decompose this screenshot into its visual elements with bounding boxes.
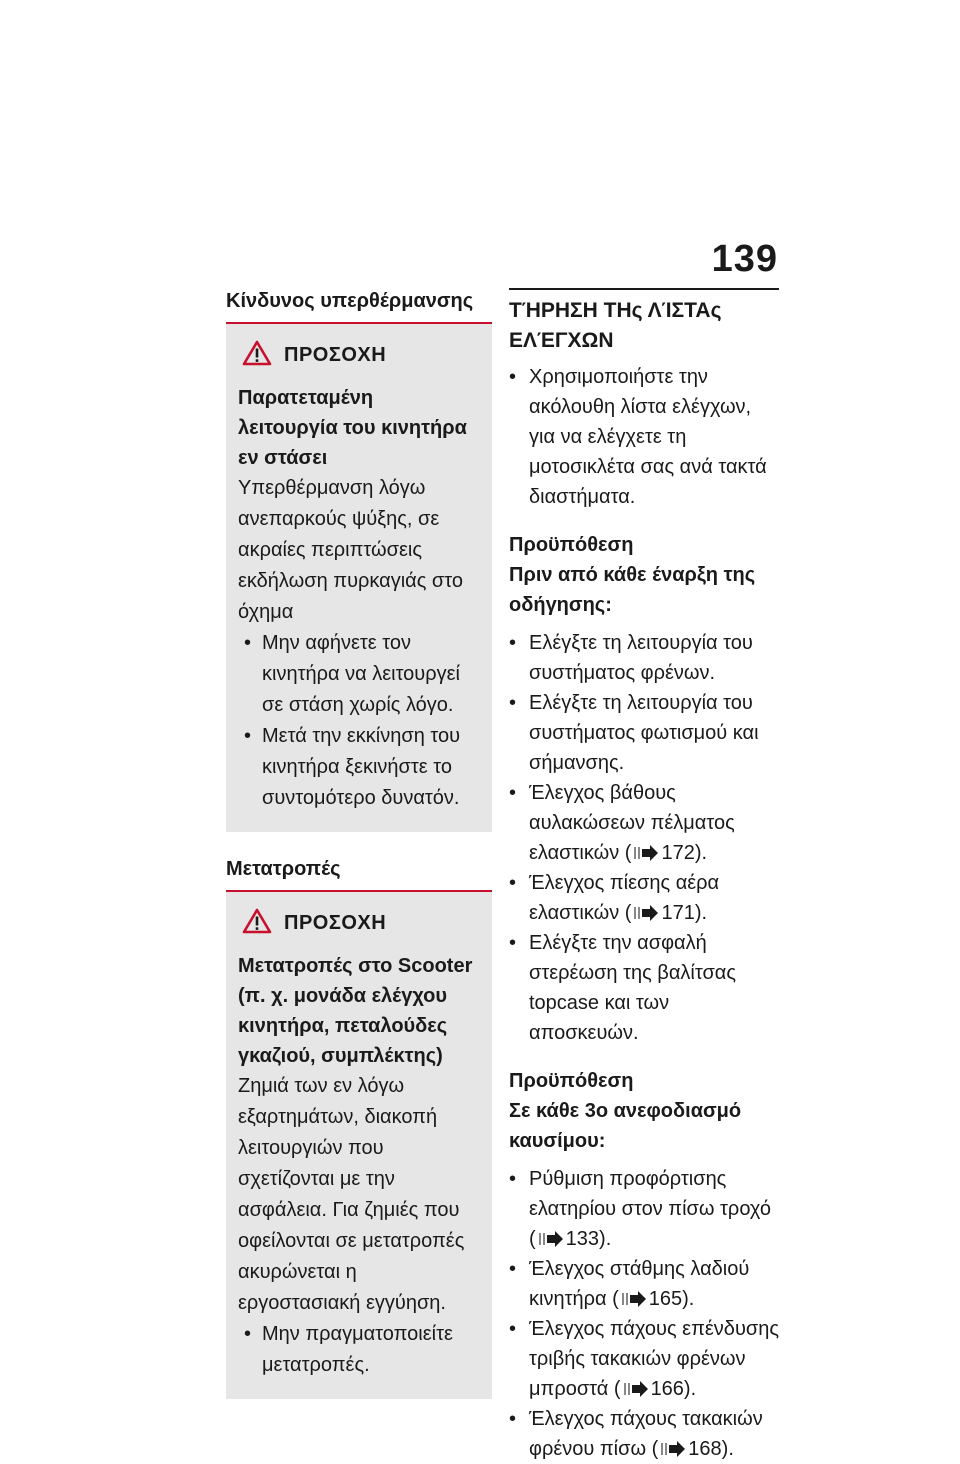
page-reference[interactable]: 172). <box>661 842 708 864</box>
list-item: • Έλεγχος πίεσης αέρα ελαστικών ( 171). <box>509 868 779 928</box>
list-item: • Έλεγχος πάχους επένδυσης τριβής τακακιών φρένων μπροστά ( 166). <box>509 1314 779 1404</box>
left-column <box>226 288 492 1399</box>
section-heading-modifications: Μετατροπές <box>226 858 341 880</box>
condition-text: Πριν από κάθε έναρξη της οδήγησης: <box>509 564 756 616</box>
warning-bullet-list <box>238 1319 478 1381</box>
right-column <box>509 288 779 1464</box>
condition-label: Προϋπόθεση <box>509 534 634 556</box>
intro-bullet-list <box>509 362 779 512</box>
page-reference[interactable]: 168). <box>688 1438 734 1460</box>
warning-label: ΠΡΟΣΟΧΗ <box>284 912 387 934</box>
list-item: • Ελέγξτε την ασφαλή στερέωση της βαλίτσας topcase και των αποσκευών. <box>509 928 779 1048</box>
list-item: • Μην πραγματοποιείτε μετατροπές. <box>238 1319 478 1381</box>
section-divider <box>509 288 779 290</box>
page-reference[interactable]: 166). <box>650 1378 697 1400</box>
list-item: • Έλεγχος βάθους αυλακώσεων πέλματος ελαστικών ( 172). <box>509 778 779 868</box>
section-heading-overheating: Κίνδυνος υπερθέρμανσης <box>226 290 474 312</box>
list-item: • Μην αφήνετε τον κινητήρα να λειτουργεί σε στάση χωρίς λόγο. <box>238 628 478 721</box>
arrow-reference-icon[interactable] <box>634 845 658 861</box>
warning-bullet-list <box>238 628 478 814</box>
page-reference[interactable]: 133). <box>565 1228 612 1250</box>
page-number: 139 <box>711 238 778 280</box>
checklist-before-ride <box>509 628 779 1048</box>
page-reference[interactable]: 171). <box>661 902 708 924</box>
warning-triangle-icon <box>242 908 272 939</box>
list-item: • Χρησιμοποιήστε την ακόλουθη λίστα ελέγχων, για να ελέγχετε τη μοτοσικλέτα σας ανά τακτά διαστήματα. <box>509 362 779 512</box>
warning-body: Υπερθέρμανση λόγω ανεπαρκούς ψύξης, σε ακραίες περιπτώσεις εκδήλωση πυρκαγιάς στο όχημα <box>238 477 463 623</box>
arrow-reference-icon[interactable] <box>661 1441 685 1457</box>
page-reference[interactable]: 165). <box>648 1288 695 1310</box>
warning-body: Ζημιά των εν λόγω εξαρτημάτων, διακοπή λειτουργιών που σχετίζονται με την ασφάλεια. Για ζημιές που οφείλονται σε μετατροπές ακυρώνεται η εργοστασιακή εγγύηση. <box>238 1075 465 1314</box>
list-item: • Έλεγχος στάθμης λαδιού κινητήρα ( 165). <box>509 1254 779 1314</box>
list-item: • Ελέγξτε τη λειτουργία του συστήματος φωτισμού και σήμανσης. <box>509 688 779 778</box>
arrow-reference-icon[interactable] <box>634 905 658 921</box>
arrow-reference-icon[interactable] <box>624 1381 648 1397</box>
arrow-reference-icon[interactable] <box>539 1231 563 1247</box>
warning-triangle-icon <box>242 340 272 371</box>
checklist-refuel <box>509 1164 779 1464</box>
warning-header <box>238 340 478 371</box>
warning-title: Παρατεταμένη λειτουργία του κινητήρα εν στάσει <box>238 387 467 469</box>
list-item: • Ρύθμιση προφόρτισης ελατηρίου στον πίσω τροχό ( 133). <box>509 1164 779 1254</box>
warning-box-overheating <box>226 324 492 832</box>
condition-label: Προϋπόθεση <box>509 1070 634 1092</box>
condition-heading-before-ride <box>509 530 779 620</box>
checklist-title: ΤΉΡΗΣΗ ΤΗς ΛΊΣΤΑς ΕΛΈΓΧΩΝ <box>509 299 722 352</box>
warning-title: Μετατροπές στο Scooter (π. χ. μονάδα ελέγχου κινητήρα, πεταλούδες γκαζιού, συμπλέκτης) <box>238 955 473 1067</box>
arrow-reference-icon[interactable] <box>622 1291 646 1307</box>
warning-box-modifications <box>226 892 492 1399</box>
warning-label: ΠΡΟΣΟΧΗ <box>284 344 387 366</box>
condition-text: Σε κάθε 3ο ανεφοδιασμό καυσίμου: <box>509 1100 742 1152</box>
condition-heading-refuel <box>509 1066 779 1156</box>
list-item: • Μετά την εκκίνηση του κινητήρα ξεκινήστε το συντομότερο δυνατόν. <box>238 721 478 814</box>
list-item: • Έλεγχος πάχους τακακιών φρένου πίσω ( 168). <box>509 1404 779 1464</box>
warning-header <box>238 908 478 939</box>
list-item: • Ελέγξτε τη λειτουργία του συστήματος φρένων. <box>509 628 779 688</box>
